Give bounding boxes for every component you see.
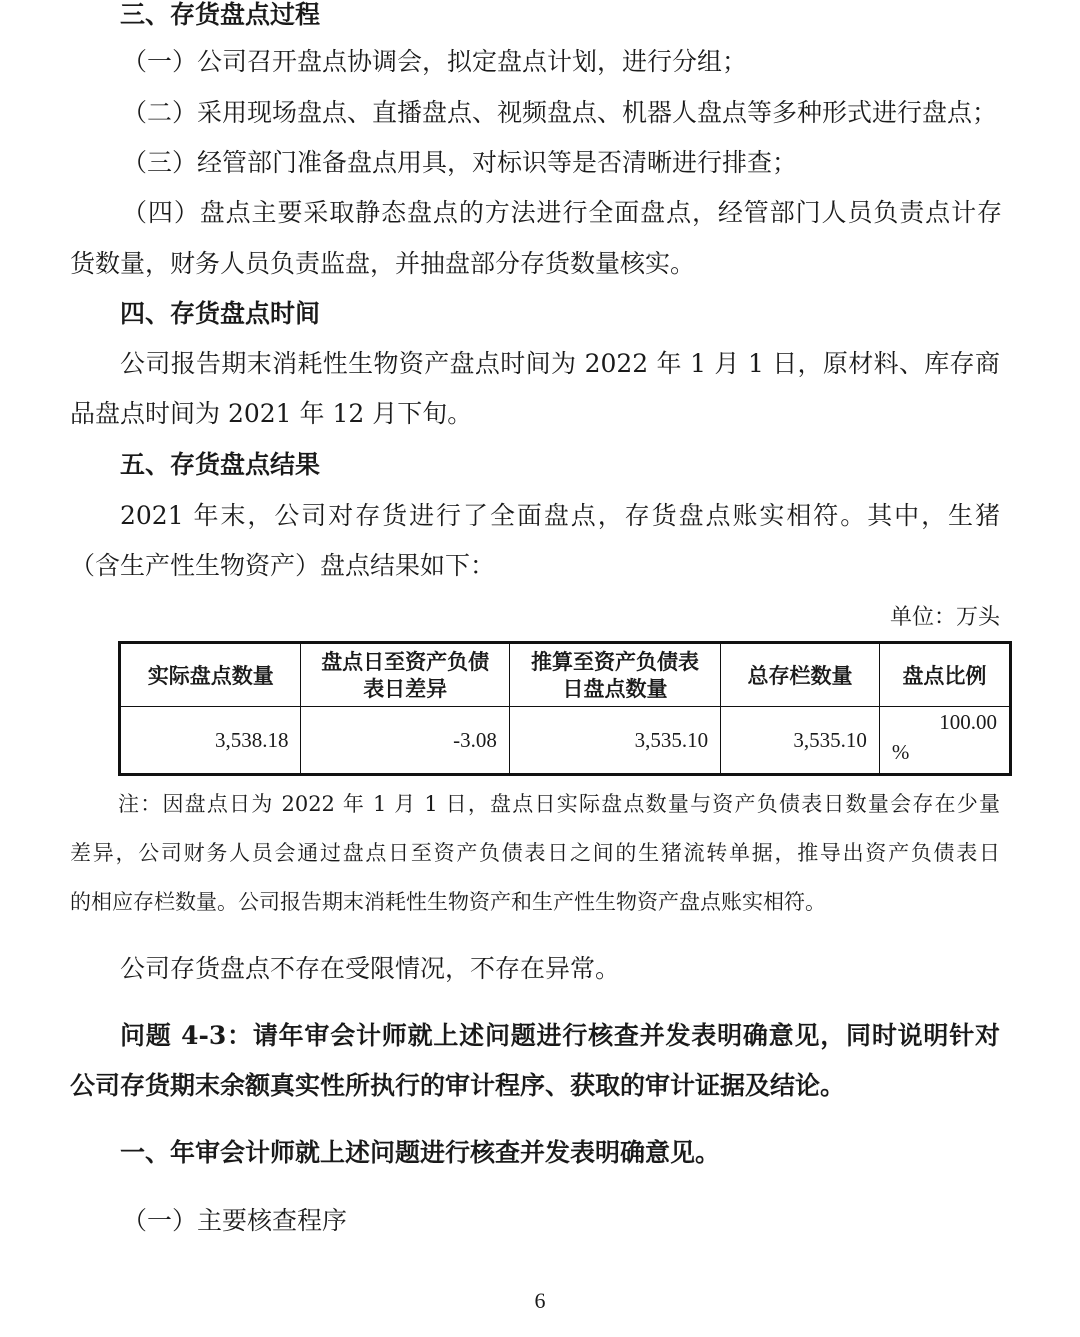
- paragraph-line: （二）采用现场盘点、直播盘点、视频盘点、机器人盘点等多种形式进行盘点；: [122, 98, 998, 127]
- paragraph-line: 2021 年末，公司对存货进行了全面盘点，存货盘点账实相符。其中，生猪: [120, 501, 1000, 530]
- table-header-row: [120, 643, 1011, 707]
- table-cell: 3,535.10: [509, 707, 720, 775]
- paragraph-line: 公司报告期末消耗性生物资产盘点时间为 2022 年 1 月 1 日，原材料、库存商: [120, 349, 1000, 378]
- table-header: 盘点比例: [879, 643, 1010, 707]
- table-header: 盘点日至资产负债 表日差异: [301, 643, 509, 707]
- ratio-value: 100.00: [939, 710, 997, 734]
- note-line: 差异，公司财务人员会通过盘点日至资产负债表日之间的生猪流转单据，推导出资产负债表日: [70, 841, 1000, 865]
- question-line: 公司存货期末余额真实性所执行的审计程序、获取的审计证据及结论。: [70, 1071, 846, 1100]
- table-header: 推算至资产负债表 日盘点数量: [509, 643, 720, 707]
- paragraph-line: （四）盘点主要采取静态盘点的方法进行全面盘点，经管部门人员负责点计存: [122, 198, 1002, 227]
- note-line: 的相应存栏数量。公司报告期末消耗性生物资产和生产性生物资产盘点账实相符。: [70, 890, 826, 914]
- page-number: 6: [534, 1288, 546, 1313]
- inventory-table: [118, 641, 1012, 776]
- paragraph-line: （三）经管部门准备盘点用具，对标识等是否清晰进行排查；: [122, 148, 798, 177]
- table-cell: 3,538.18: [120, 707, 301, 775]
- table-cell: -3.08: [301, 707, 509, 775]
- section-3-title: 三、存货盘点过程: [120, 0, 321, 29]
- table-row: [120, 707, 1011, 775]
- table-header: 总存栏数量: [721, 643, 880, 707]
- table-unit: 单位：万头: [889, 605, 1000, 630]
- answer-subtitle: （一）主要核查程序: [122, 1206, 348, 1235]
- paragraph-line: 品盘点时间为 2021 年 12 月下旬。: [70, 399, 473, 428]
- paragraph-line: 货数量，财务人员负责监盘，并抽盘部分存货数量核实。: [70, 249, 696, 278]
- section-5-title: 五、存货盘点结果: [120, 450, 321, 479]
- paragraph-line: （一）公司召开盘点协调会，拟定盘点计划，进行分组；: [122, 47, 748, 76]
- table-header: 实际盘点数量: [120, 643, 301, 707]
- paragraph-line: （含生产性生物资产）盘点结果如下：: [70, 551, 496, 580]
- table-cell: 3,535.10: [721, 707, 880, 775]
- ratio-sign: %: [891, 740, 910, 764]
- conclusion-text: 公司存货盘点不存在受限情况，不存在异常。: [120, 954, 621, 983]
- question-line: 问题 4-3：请年审会计师就上述问题进行核查并发表明确意见，同时说明针对: [120, 1021, 1000, 1050]
- note-line: 注：因盘点日为 2022 年 1 月 1 日，盘点日实际盘点数量与资产负债表日数量会存在少量: [118, 792, 1000, 816]
- section-4-title: 四、存货盘点时间: [120, 299, 321, 328]
- table-cell: [879, 707, 1010, 775]
- answer-title: 一、年审会计师就上述问题进行核查并发表明确意见。: [120, 1138, 721, 1167]
